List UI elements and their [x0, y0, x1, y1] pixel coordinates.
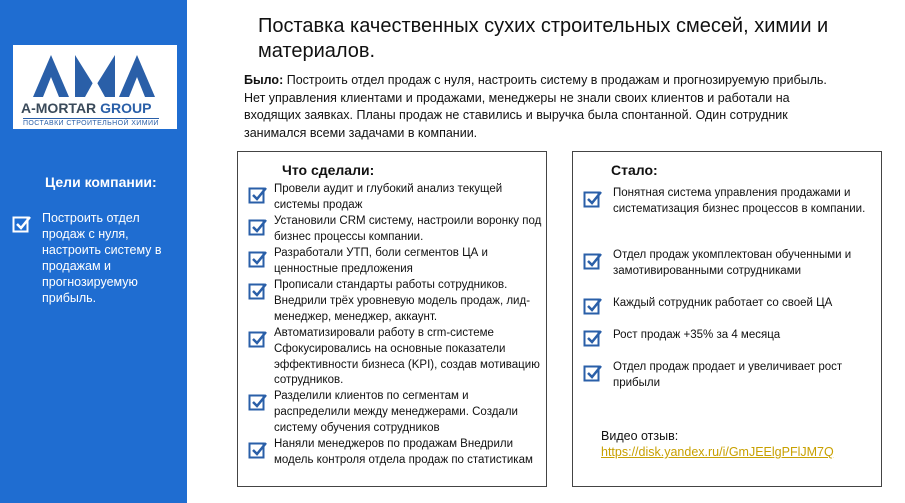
- list-item-text: Каждый сотрудник работает со своей ЦА: [613, 297, 833, 309]
- list-item-text: Провели аудит и глубокий анализ текущей системы продаж: [274, 183, 503, 211]
- done-title: Что сделали:: [282, 162, 375, 178]
- list-item-text: Разделили клиентов по сегментам и распределили между менеджерами. Создали систему обучения сотрудников: [274, 390, 518, 434]
- list-item-text: Установили CRM систему, настроили воронку под бизнес процессы компании.: [274, 215, 542, 243]
- checkbox-checked-icon: [583, 251, 603, 271]
- company-logo: [13, 45, 177, 129]
- list-item-text: Автоматизировали работу в crm-системе Сфокусировались на основные показатели эффективности бизнеса (KPI), создав мотивацию сотрудников.: [274, 327, 540, 387]
- list-item-text: Наняли менеджеров по продажам Внедрили модель контроля отдела продаж по статистикам: [274, 438, 533, 466]
- was-text: Построить отдел продаж с нуля, настроить систему в продажам и прогнозируемую прибыль. Нет управления клиентами и продажами, менеджеры не знали своих клиентов и работали на входящих заявках. Планы продаж не ставились и выручка была спонтанной. Один сотрудник занимался всеми задачами в компании.: [244, 73, 827, 140]
- list-item-text: Понятная система управления продажами и систематизация бизнес процессов в компании.: [613, 187, 866, 215]
- list-item-text: Отдел продаж продает и увеличивает рост прибыли: [613, 361, 843, 389]
- checkbox-checked-icon: [583, 363, 603, 383]
- checkbox-checked-icon: [248, 185, 268, 205]
- checkbox-checked-icon: [583, 296, 603, 316]
- list-item-text: Разработали УТП, боли сегментов ЦА и ценностные предложения: [274, 247, 488, 275]
- video-review-link[interactable]: https://disk.yandex.ru/i/GmJEElgPFlJM7Q: [601, 445, 834, 459]
- video-review-label: Видео отзыв:: [601, 429, 679, 443]
- goal-text: Построить отдел продаж с нуля, настроить систему в продажам и прогнозируемую прибыль.: [42, 211, 162, 305]
- checkbox-checked-icon: [248, 392, 268, 412]
- was-label: Было:: [244, 73, 284, 87]
- logo-subtitle: ПОСТАВКИ СТРОИТЕЛЬНОЙ ХИМИИ: [23, 120, 159, 127]
- checkbox-checked-icon: [248, 217, 268, 237]
- checkbox-checked-icon: [248, 440, 268, 460]
- logo-brand: A-MORTAR GROUP: [21, 100, 152, 116]
- checkbox-checked-icon: [12, 214, 32, 234]
- checkbox-checked-icon: [583, 189, 603, 209]
- sidebar: [0, 0, 187, 503]
- was-paragraph: [244, 72, 844, 142]
- page-title: Поставка качественных сухих строительных смесей, химии и материалов.: [258, 15, 829, 62]
- done-box: [237, 151, 547, 487]
- checkbox-checked-icon: [248, 281, 268, 301]
- checkbox-checked-icon: [248, 329, 268, 349]
- list-item-text: Рост продаж +35% за 4 месяца: [613, 329, 781, 341]
- goals-title: Цели компании:: [45, 174, 157, 190]
- now-box: [572, 151, 882, 487]
- list-item-text: Прописали стандарты работы сотрудников. Внедрили трёх уровневую модель продаж, лид-менеджер, менеджер, аккаунт.: [274, 279, 531, 323]
- logo-mark-icon: [13, 45, 177, 101]
- checkbox-checked-icon: [248, 249, 268, 269]
- list-item-text: Отдел продаж укомплектован обученными и замотивированными сотрудниками: [613, 249, 852, 277]
- checkbox-checked-icon: [583, 328, 603, 348]
- now-title: Стало:: [611, 162, 658, 178]
